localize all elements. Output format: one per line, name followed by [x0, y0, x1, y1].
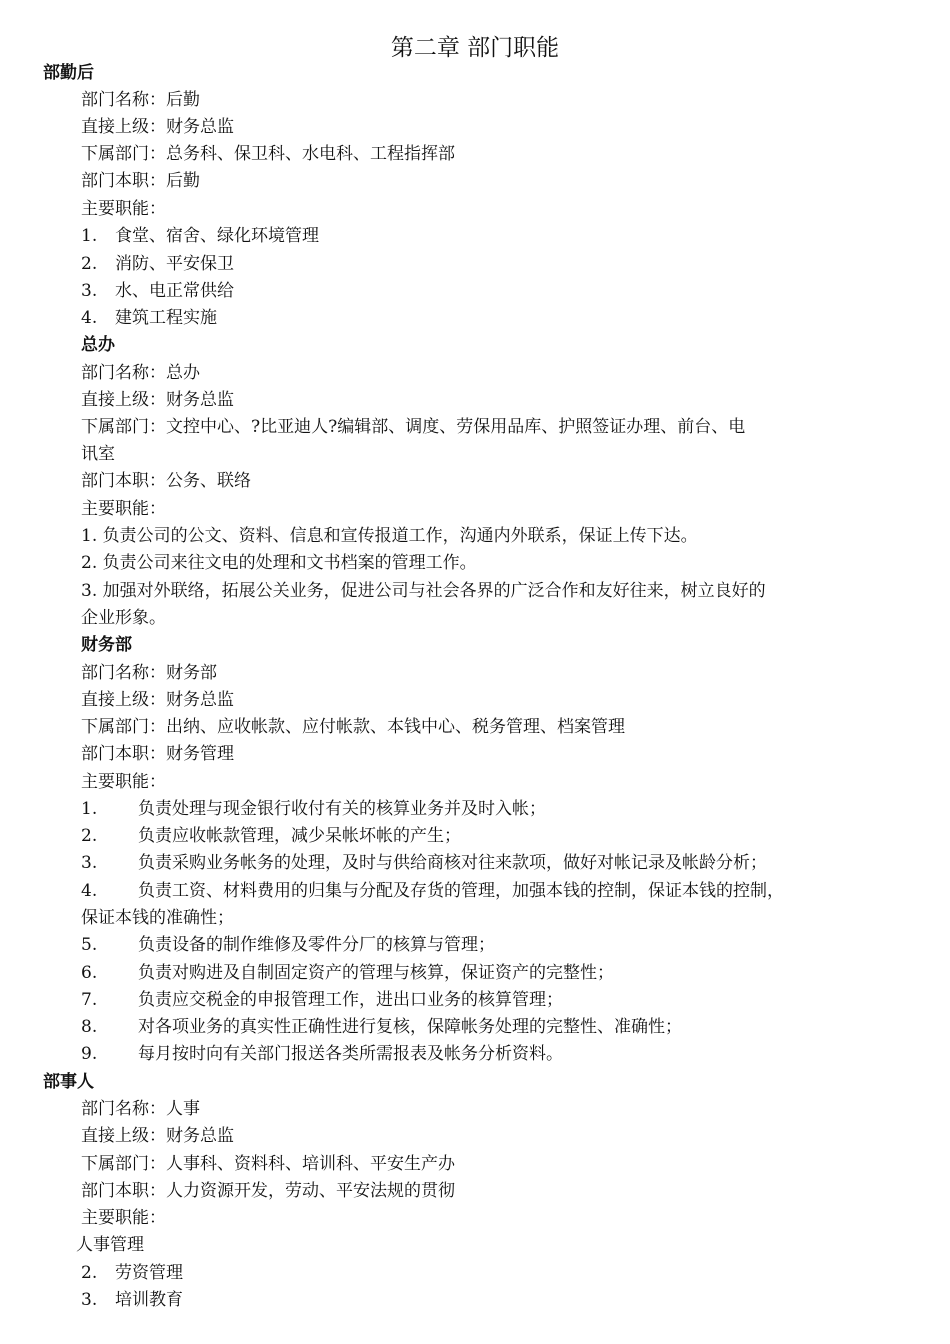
list-number: 8.	[81, 1017, 98, 1037]
list-number: 2.	[81, 254, 98, 274]
list-number: 3.	[81, 281, 98, 301]
list-number: 6.	[81, 963, 98, 983]
list-text: 培训教育	[115, 1290, 183, 1310]
dept-subunits: 下属部门：人事科、资料科、培训科、平安生产办	[81, 1154, 455, 1174]
list-number: 2.	[81, 826, 98, 846]
section-heading-logistics: 部勤后	[43, 63, 94, 83]
list-item: 3. 加强对外联络，拓展公关业务，促进公司与社会各界的广泛合作和友好往来，树立良好的	[81, 581, 766, 601]
main-functions-label: 主要职能：	[81, 199, 166, 219]
main-functions-label: 主要职能：	[81, 1208, 166, 1228]
dept-subunits: 下属部门：出纳、应收帐款、应付帐款、本钱中心、税务管理、档案管理	[81, 717, 625, 737]
dept-duty: 部门本职：后勤	[81, 171, 200, 191]
dept-subunits: 下属部门：总务科、保卫科、水电科、工程指挥部	[81, 144, 455, 164]
list-text: 每月按时向有关部门报送各类所需报表及帐务分析资料。	[138, 1044, 563, 1064]
list-item	[81, 251, 234, 278]
list-text: 劳资管理	[115, 1263, 183, 1283]
main-functions-label: 主要职能：	[81, 499, 166, 519]
list-item	[81, 850, 767, 877]
dept-subunits: 下属部门：文控中心、?比亚迪人?编辑部、调度、劳保用品库、护照签证办理、前台、电	[81, 417, 746, 437]
list-text: 负责工资、材料费用的归集与分配及存货的管理，加强本钱的控制，保证本钱的控制，	[138, 881, 784, 901]
list-item	[81, 878, 784, 905]
list-text: 对各项业务的真实性正确性进行复核，保障帐务处理的完整性、准确性；	[138, 1017, 682, 1037]
list-item: 1. 负责公司的公文、资料、信息和宣传报道工作，沟通内外联系，保证上传下达。	[81, 526, 698, 546]
list-text: 负责采购业务帐务的处理，及时与供给商核对往来款项，做好对帐记录及帐龄分析；	[138, 853, 767, 873]
chapter-title: 第二章 部门职能	[390, 35, 560, 61]
list-number: 1.	[81, 799, 98, 819]
list-number: 3.	[81, 853, 98, 873]
list-text: 负责应交税金的申报管理工作，进出口业务的核算管理；	[138, 990, 563, 1010]
list-text: 负责应收帐款管理，减少呆帐坏帐的产生；	[138, 826, 461, 846]
list-item	[81, 796, 546, 823]
list-item	[81, 305, 217, 332]
list-item	[81, 1260, 183, 1287]
list-item-cont: 企业形象。	[81, 608, 166, 628]
list-item	[81, 932, 495, 959]
list-text: 人事管理	[76, 1235, 144, 1255]
dept-superior: 直接上级：财务总监	[81, 117, 234, 137]
main-functions-label: 主要职能：	[81, 772, 166, 792]
list-item-cont: 保证本钱的准确性；	[81, 908, 234, 928]
dept-name: 部门名称：人事	[81, 1099, 200, 1119]
list-text: 食堂、宿舍、绿化环境管理	[115, 226, 319, 246]
dept-name: 部门名称：财务部	[81, 663, 217, 683]
list-number: 3.	[81, 1290, 98, 1310]
dept-name: 部门名称：后勤	[81, 90, 200, 110]
list-text: 水、电正常供给	[115, 281, 234, 301]
dept-name: 部门名称：总办	[81, 363, 200, 383]
list-number: 4.	[81, 881, 98, 901]
list-number: 9.	[81, 1044, 98, 1064]
dept-duty: 部门本职：人力资源开发，劳动、平安法规的贯彻	[81, 1181, 455, 1201]
list-item	[81, 960, 614, 987]
list-text: 建筑工程实施	[115, 308, 217, 328]
dept-duty: 部门本职：公务、联络	[81, 471, 251, 491]
list-item	[81, 223, 319, 250]
section-heading-hr: 部事人	[43, 1072, 94, 1092]
list-item	[81, 1041, 563, 1068]
dept-superior: 直接上级：财务总监	[81, 690, 234, 710]
list-text: 消防、平安保卫	[115, 254, 234, 274]
list-item	[76, 1232, 144, 1259]
list-number: 1.	[81, 226, 98, 246]
dept-duty: 部门本职：财务管理	[81, 744, 234, 764]
list-number: 2.	[81, 1263, 98, 1283]
list-number: 7.	[81, 990, 98, 1010]
list-text: 负责对购进及自制固定资产的管理与核算，保证资产的完整性；	[138, 963, 614, 983]
dept-subunits-cont: 讯室	[81, 444, 115, 464]
list-text: 负责处理与现金银行收付有关的核算业务并及时入帐；	[138, 799, 546, 819]
section-heading-finance: 财务部	[81, 635, 132, 655]
list-number: 5.	[81, 935, 98, 955]
dept-superior: 直接上级：财务总监	[81, 390, 234, 410]
list-item	[81, 987, 563, 1014]
list-text: 负责设备的制作维修及零件分厂的核算与管理；	[138, 935, 495, 955]
list-item	[81, 1014, 682, 1041]
list-item	[81, 1287, 183, 1314]
list-item	[81, 278, 234, 305]
list-number: 4.	[81, 308, 98, 328]
section-heading-general-office: 总办	[81, 335, 115, 355]
list-item	[81, 823, 461, 850]
dept-superior: 直接上级：财务总监	[81, 1126, 234, 1146]
list-item: 2. 负责公司来往文电的处理和文书档案的管理工作。	[81, 553, 477, 573]
